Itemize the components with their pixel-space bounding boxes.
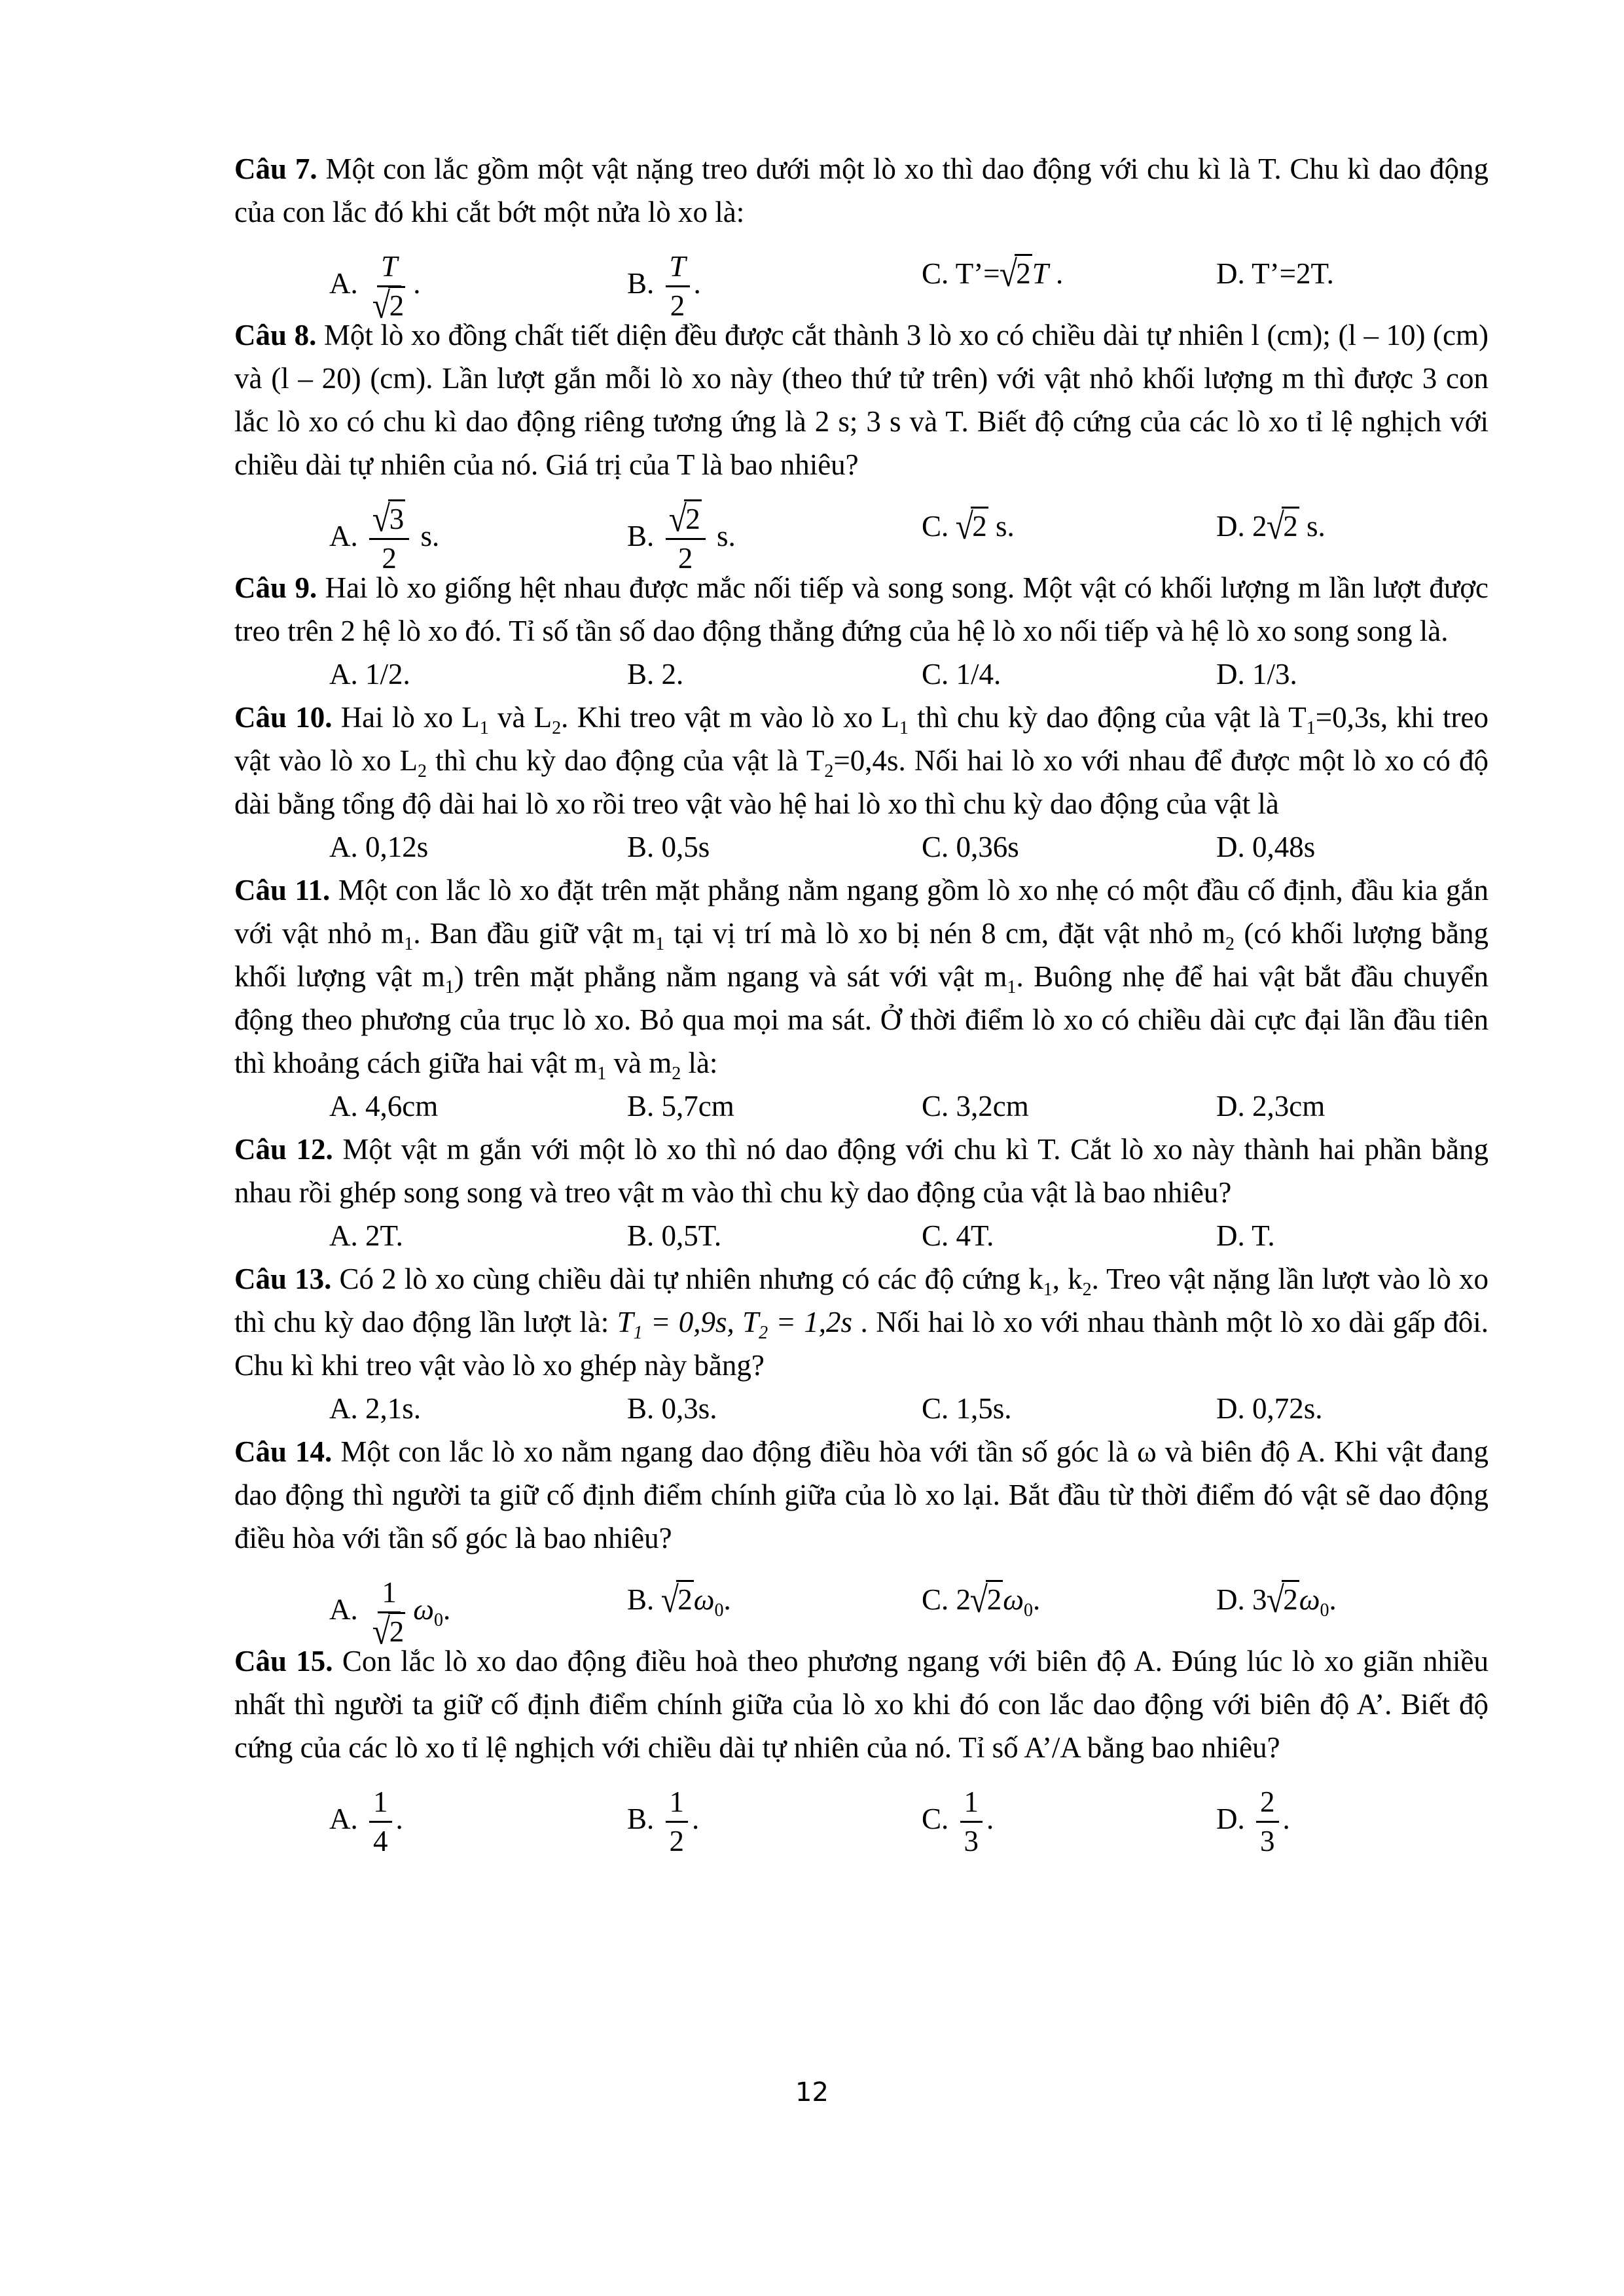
question-label: Câu 14. (234, 1435, 333, 1468)
question-text (234, 314, 1489, 486)
question-label: Câu 10. (234, 701, 333, 734)
question-12 (234, 1128, 1489, 1257)
variable: ω (1003, 1583, 1024, 1616)
text-run: và m (606, 1047, 672, 1079)
option-a-suffix: . (395, 1802, 403, 1835)
option-a (329, 1576, 451, 1653)
option-b-suffix: . (723, 1583, 731, 1616)
sqrt: √2 (668, 498, 700, 540)
radicand: 2 (1015, 254, 1032, 290)
answer-options (234, 1769, 1489, 1857)
text-run: tại vị trí mà lò xo bị nén 8 cm, đặt vật nhỏ m (664, 917, 1225, 950)
question-text (234, 1640, 1489, 1769)
option-d-suffix: s. (1299, 510, 1326, 543)
option-a (329, 250, 421, 327)
subscript: 0 (1024, 1600, 1033, 1621)
option-b: B. 0,3s. (627, 1392, 717, 1425)
radicand: 3 (388, 499, 406, 535)
option-a-suffix: . (442, 1592, 451, 1626)
option-c (922, 505, 1015, 548)
fraction (369, 1576, 409, 1653)
answer-options (234, 486, 1489, 575)
subscript: 2 (418, 761, 427, 781)
option-b-label: B. (627, 519, 655, 552)
page-number: 12 (795, 2077, 829, 2108)
question-9 (234, 566, 1489, 696)
question-text (234, 1128, 1489, 1214)
question-text (234, 1257, 1489, 1387)
subscript: 1 (479, 718, 489, 738)
option-a: A. 2,1s. (329, 1392, 422, 1425)
denominator (369, 285, 409, 327)
radicand: 2 (388, 286, 406, 322)
fraction (666, 498, 706, 575)
option-c: C. 4T. (922, 1219, 994, 1252)
text-run: =0,4s. Nối hai lò xo với nhau để được một lò xo có độ dài bằng tổng độ dài hai lò xo rồi treo vật vào hệ hai lò xo thì chu kỳ dao động của vật là (234, 744, 1489, 820)
denominator: 4 (373, 1825, 388, 1857)
subscript: 1 (1043, 1280, 1053, 1300)
question-8 (234, 314, 1489, 575)
option-c-label: C. T’= (922, 257, 1000, 290)
math-run: = 1,2s (768, 1306, 853, 1338)
option-c-suffix: . (1048, 257, 1064, 290)
question-7 (234, 147, 1489, 327)
option-b: B. 0,5s (627, 831, 710, 863)
option-d-label: D. 2 (1216, 510, 1267, 543)
radicand: 2 (676, 1580, 694, 1616)
denominator (369, 1611, 409, 1653)
variable: ω (413, 1592, 434, 1626)
question-13 (234, 1257, 1489, 1430)
radicand: 2 (1282, 507, 1299, 543)
question-label: Câu 15. (234, 1645, 333, 1677)
option-a-label: A. (329, 1592, 358, 1626)
option-c: C. 1/4. (922, 658, 1001, 691)
question-label: Câu 11. (234, 874, 331, 906)
radicand: 2 (388, 1612, 406, 1648)
option-d: D. 0,48s (1216, 831, 1316, 863)
denominator: 2 (382, 542, 397, 575)
option-b: B. 0,5T. (627, 1219, 722, 1252)
text-run: Hai lò xo L (340, 701, 480, 734)
option-c (922, 1578, 1040, 1621)
sqrt: √2 (969, 1579, 1002, 1621)
option-c-suffix: . (1033, 1583, 1041, 1616)
text-run: và L (488, 701, 552, 734)
answer-options (234, 1085, 1489, 1128)
option-b (627, 1578, 731, 1621)
text-run: . Khi treo vật m vào lò xo L (561, 701, 899, 734)
subscript: 2 (552, 718, 562, 738)
option-d: D. 0,72s. (1216, 1392, 1323, 1425)
option-b (627, 498, 736, 575)
option-b: B. 5,7cm (627, 1090, 734, 1122)
subscript: 1 (1007, 977, 1017, 997)
text-run: . Buông nhẹ để hai vật bắt đầu chuyển động theo phương của trục lò xo. Bỏ qua mọi ma sát. Ở thời điểm lò xo có chiều dài cực đại lần đầu tiên thì khoảng cách giữa hai vật m (234, 960, 1489, 1079)
subscript: 2 (672, 1064, 681, 1084)
subscript: 1 (1306, 718, 1316, 738)
variable: ω (1299, 1583, 1320, 1616)
subscript: 2 (824, 761, 834, 781)
option-b-suffix: . (692, 1802, 700, 1835)
numerator: T (377, 252, 401, 287)
option-d-suffix: . (1329, 1583, 1337, 1616)
question-body: Một con lắc lò xo nằm ngang dao động điều hòa với tần số góc là ω và biên độ A. Khi vật đang dao động thì người ta giữ cố định điểm chính giữa của lò xo lại. Bắt đầu từ thời điểm đó vật sẽ dao động điều hòa với tần số góc là bao nhiêu? (234, 1435, 1489, 1554)
option-b: B. 2. (627, 658, 684, 691)
text-run: Có 2 lò xo cùng chiều dài tự nhiên nhưng có các độ cứng k (339, 1263, 1043, 1295)
option-d-suffix: . (1282, 1802, 1290, 1835)
fraction (960, 1787, 983, 1856)
subscript: 0 (1320, 1600, 1329, 1621)
radicand: 2 (971, 507, 988, 543)
option-b-suffix: . (693, 266, 701, 300)
option-a: A. 0,12s (329, 831, 429, 863)
question-body: Một vật m gắn với một lò xo thì nó dao động với chu kì T. Cắt lò xo này thành hai phần bằng nhau rồi ghép song song và treo vật m vào thì chu kỳ dao động của vật là bao nhiêu? (234, 1133, 1489, 1209)
fraction (1256, 1787, 1279, 1856)
option-d (1216, 1578, 1337, 1621)
variable: ω (693, 1583, 715, 1616)
question-label: Câu 9. (234, 571, 317, 604)
question-text (234, 869, 1489, 1085)
question-15 (234, 1640, 1489, 1857)
question-label: Câu 13. (234, 1263, 332, 1295)
denominator: 2 (670, 289, 685, 322)
question-14 (234, 1430, 1489, 1653)
option-a (329, 1787, 403, 1856)
text-run: là: (681, 1047, 718, 1079)
answer-options (234, 1214, 1489, 1257)
text-run: . Nối hai lò xo với nhau thành một lò xo dài gấp đôi. Chu kì khi treo vật vào lò xo ghép này bằng? (234, 1306, 1489, 1382)
option-a-label: A. (329, 1802, 358, 1835)
question-list (234, 147, 1489, 1857)
sqrt: √3 (372, 498, 405, 540)
sqrt: √2 (999, 253, 1031, 295)
option-a-suffix: s. (420, 519, 440, 552)
option-d: D. T’=2T. (1216, 257, 1334, 290)
subscript: 2 (759, 1323, 768, 1343)
option-d-label: D. 3 (1216, 1583, 1267, 1616)
math-run: = 0,9s, T (642, 1306, 759, 1338)
option-c (922, 252, 1063, 295)
option-c: C. 3,2cm (922, 1090, 1029, 1122)
question-text (234, 1430, 1489, 1560)
option-d (1216, 505, 1326, 548)
question-body: Con lắc lò xo dao động điều hoà theo phương ngang với biên độ A. Đúng lúc lò xo giãn nhiều nhất thì người ta giữ cố định điểm chính giữa của lò xo khi đó con lắc dao động với biên độ A’. Biết độ cứng của các lò xo tỉ lệ nghịch với chiều dài tự nhiên của nó. Tỉ số A’/A bằng bao nhiêu? (234, 1645, 1489, 1764)
answer-options (234, 1560, 1489, 1653)
option-c-suffix: . (986, 1802, 994, 1835)
question-text (234, 566, 1489, 653)
answer-options (234, 653, 1489, 696)
option-d (1216, 1787, 1290, 1856)
text-run: thì chu kỳ dao động của vật là T (427, 744, 825, 777)
radicand: 2 (684, 499, 702, 535)
option-d: D. 1/3. (1216, 658, 1297, 691)
fraction (369, 250, 409, 327)
question-10 (234, 696, 1489, 869)
math-run: T (617, 1306, 634, 1338)
option-b-label: B. (627, 1583, 655, 1616)
fraction (369, 498, 409, 575)
subscript: 1 (404, 934, 414, 954)
option-a: A. 2T. (329, 1219, 403, 1252)
inline-math (617, 1306, 853, 1343)
numerator (666, 498, 706, 540)
option-a: A. 1/2. (329, 658, 410, 691)
subscript: 1 (899, 718, 909, 738)
text-run: Một con lắc lò xo đặt trên mặt phẳng nằm ngang gồm lò xo nhẹ có một đầu cố định, đầu kia gắn với vật nhỏ m (234, 874, 1489, 950)
option-c (922, 1787, 994, 1856)
sqrt: √2 (372, 285, 405, 327)
question-body: Một lò xo đồng chất tiết diện đều được cắt thành 3 lò xo có chiều dài tự nhiên l (cm); (l – 10) (cm) và (l – 20) (cm). Lần lượt gắn mỗi lò xo này (theo thứ tử trên) với vật nhỏ khối lượng m thì được 3 con lắc lò xo có chu kì dao động riêng tương ứng là 2 s; 3 s và T. Biết độ cứng của các lò xo tỉ lệ nghịch với chiều dài tự nhiên của nó. Giá trị của T là bao nhiêu? (234, 319, 1489, 481)
numerator: 1 (369, 1787, 392, 1823)
sqrt: √2 (955, 505, 987, 547)
text-run: . Ban đầu giữ vật m (413, 917, 656, 950)
answer-options (234, 234, 1489, 327)
text-run: ) trên mặt phẳng nằm ngang và sát với vật m (454, 960, 1007, 993)
sqrt: √2 (1266, 505, 1298, 547)
subscript: 1 (444, 977, 454, 997)
numerator: 2 (1256, 1787, 1279, 1823)
sqrt: √2 (660, 1579, 693, 1621)
question-label: Câu 8. (234, 319, 317, 351)
text-run: (có khối lượng bằng khối lượng vật m (234, 917, 1489, 993)
numerator (369, 498, 409, 540)
question-text (234, 696, 1489, 825)
question-11 (234, 869, 1489, 1128)
subscript: 0 (433, 1609, 443, 1630)
option-b-label: B. (627, 266, 655, 300)
option-a: A. 4,6cm (329, 1090, 439, 1122)
text-run: . Treo vật nặng lần lượt vào lò xo thì chu kỳ dao động lần lượt là: (234, 1263, 1489, 1338)
option-c-label: C. 2 (922, 1583, 971, 1616)
denominator: 3 (1260, 1825, 1275, 1857)
option-a-suffix: . (413, 266, 421, 300)
sqrt: √2 (372, 1611, 405, 1653)
option-b-suffix: s. (716, 519, 736, 552)
fraction (666, 1787, 689, 1856)
option-c: C. 0,36s (922, 831, 1019, 863)
question-body: Một con lắc gồm một vật nặng treo dưới một lò xo thì dao động với chu kì là T. Chu kì dao động của con lắc đó khi cắt bớt một nửa lò xo là: (234, 152, 1489, 228)
option-c-label: C. (922, 1802, 949, 1835)
option-d: D. T. (1216, 1219, 1275, 1252)
subscript: 1 (655, 934, 665, 954)
option-d-label: D. (1216, 1802, 1245, 1835)
sqrt: √2 (1266, 1579, 1298, 1621)
subscript: 1 (633, 1323, 643, 1343)
text-run: , k (1052, 1263, 1083, 1295)
option-b (627, 1787, 699, 1856)
radicand: 2 (1282, 1580, 1299, 1616)
question-label: Câu 12. (234, 1133, 333, 1166)
subscript: 0 (714, 1600, 724, 1621)
numerator: 1 (960, 1787, 983, 1823)
subscript: 1 (597, 1064, 607, 1084)
subscript: 2 (1225, 934, 1235, 954)
answer-options (234, 825, 1489, 869)
denominator: 2 (669, 1825, 685, 1857)
option-a-label: A. (329, 519, 358, 552)
numerator: T (666, 252, 690, 287)
question-text (234, 147, 1489, 234)
question-body: Hai lò xo giống hệt nhau được mắc nối tiếp và song song. Một vật có khối lượng m lần lượt được treo trên 2 hệ lò xo đó. Tỉ số tần số dao động thẳng đứng của hệ lò xo nối tiếp và hệ lò xo song song là. (234, 571, 1489, 647)
text-run: thì chu kỳ dao động của vật là T (908, 701, 1307, 734)
option-c-suffix: s. (988, 510, 1015, 543)
fraction (369, 1787, 392, 1856)
option-d: D. 2,3cm (1216, 1090, 1326, 1122)
radicand: 2 (986, 1580, 1003, 1616)
option-b (627, 252, 701, 321)
option-b-label: B. (627, 1802, 655, 1835)
text-run: =0,3s, khi treo vật vào lò xo L (234, 701, 1489, 777)
option-c: C. 1,5s. (922, 1392, 1012, 1425)
denominator: 2 (677, 542, 693, 575)
answer-options (234, 1387, 1489, 1430)
numerator: 1 (378, 1578, 401, 1613)
question-label: Câu 7. (234, 152, 317, 185)
option-c-label: C. (922, 510, 949, 543)
fraction (666, 252, 690, 321)
subscript: 2 (1082, 1280, 1092, 1300)
variable: T (1032, 257, 1049, 290)
option-a-label: A. (329, 266, 358, 300)
numerator: 1 (666, 1787, 689, 1823)
option-a (329, 498, 440, 575)
denominator: 3 (964, 1825, 979, 1857)
